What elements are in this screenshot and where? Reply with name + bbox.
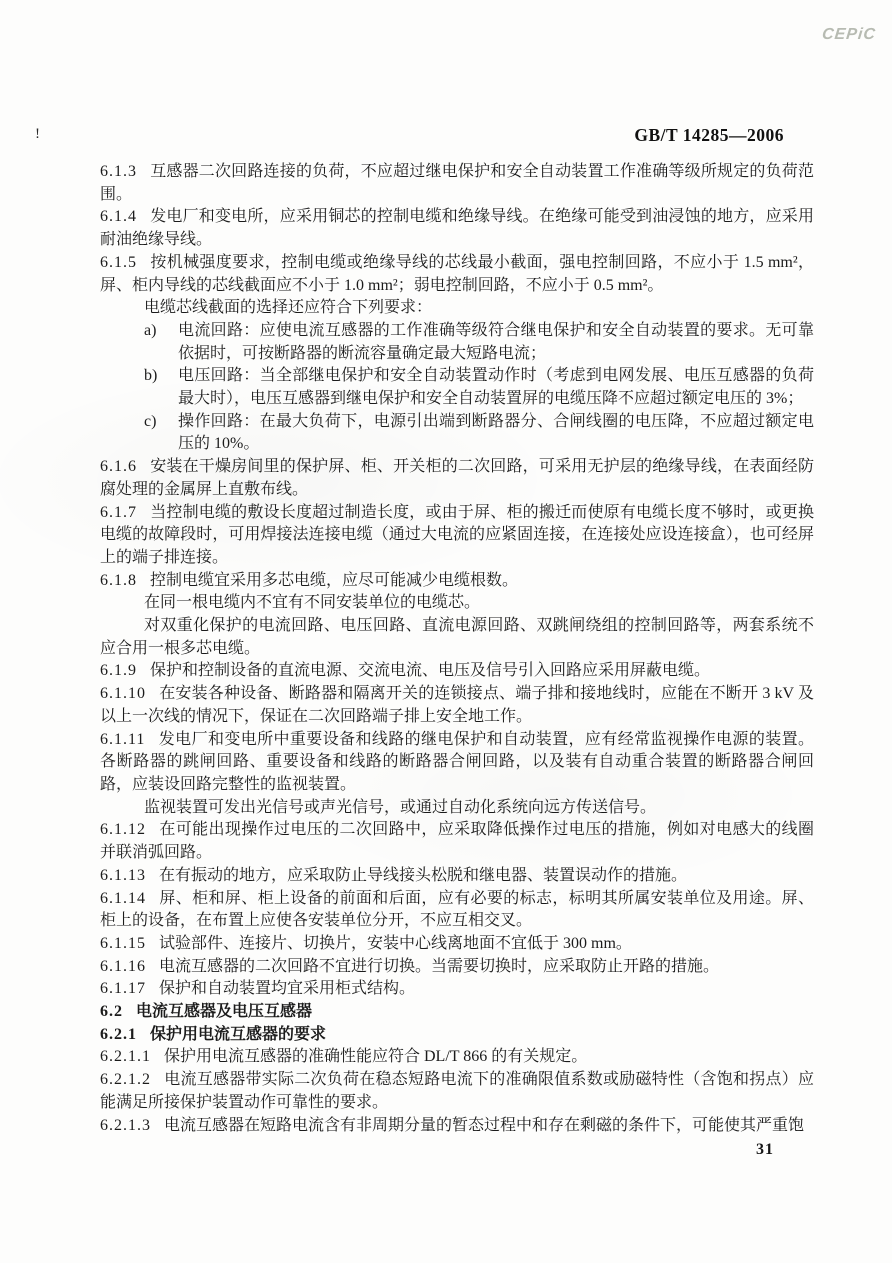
clause-text: 发电厂和变电所，应采用铜芯的控制电缆和绝缘导线。在绝缘可能受到油浸蚀的地方，应采用耐油绝缘导线。 (100, 208, 814, 249)
clause-paragraph (100, 933, 814, 956)
clause-paragraph (100, 206, 814, 251)
clause-number: 6.2 (100, 1003, 123, 1021)
clause-number: 6.1.14 (100, 889, 146, 907)
clause-paragraph (100, 252, 814, 297)
clause-paragraph (100, 660, 814, 683)
clause-number: 6.1.11 (100, 730, 146, 748)
clause-paragraph (100, 1046, 814, 1069)
body-paragraph: 对双重化保护的电流回路、电压回路、直流电源回路、双跳闸绕组的控制回路等，两套系统不应合用一根多芯电缆。 (100, 617, 814, 657)
list-item (100, 365, 814, 410)
clause-paragraph (100, 161, 814, 206)
list-item (100, 320, 814, 365)
clause-paragraph (100, 683, 814, 728)
section-heading (100, 1024, 814, 1047)
clause-number: 6.1.6 (100, 458, 137, 476)
clause-number: 6.1.10 (100, 685, 146, 703)
body-paragraph: 电缆芯线截面的选择还应符合下列要求： (144, 299, 433, 317)
list-item-text: 电流回路：应使电流互感器的工作准确等级符合继电保护和安全自动装置的要求。无可靠依据时，可按断路器的断流容量确定最大短路电流； (178, 321, 814, 362)
list-item-label: b) (144, 367, 158, 385)
cepic-watermark-logo: CEPiC (821, 26, 877, 43)
margin-scan-mark: ! (35, 126, 40, 142)
clause-text: 在可能出现操作过电压的二次回路中，应采取降低操作过电压的措施，例如对电感大的线圈并联消弧回路。 (100, 821, 814, 862)
body-paragraph: 在同一根电缆内不宜有不同安装单位的电缆芯。 (144, 594, 481, 612)
standard-code-header: GB/T 14285—2006 (634, 125, 784, 145)
list-item-label: c) (144, 412, 157, 430)
clause-text: 按机械强度要求，控制电缆或绝缘导线的芯线最小截面，强电控制回路，不应小于 1.5 mm²，屏、柜内导线的芯线截面应不小于 1.0 mm²；弱电控制回路，不应小于 0.5 mm²。 (100, 253, 814, 294)
list-item-text: 电压回路：当全部继电保护和安全自动装置动作时（考虑到电网发展、电压互感器的负荷最大时），电压互感器到继电保护和安全自动装置屏的电缆压降不应超过额定电压的 3%； (178, 367, 814, 408)
clause-text: 保护和控制设备的直流电源、交流电流、电压及信号引入回路应采用屏蔽电缆。 (150, 662, 711, 680)
clause-number: 6.1.4 (100, 208, 137, 226)
list-item (100, 411, 814, 456)
clause-number: 6.1.5 (100, 253, 137, 271)
heading-text: 保护用电流互感器的要求 (150, 1025, 327, 1043)
clause-text: 在有振动的地方，应采取防止导线接头松脱和继电器、装置误动作的措施。 (159, 866, 688, 884)
clause-paragraph (100, 729, 814, 797)
clause-text: 电流互感器的二次回路不宜进行切换。当需要切换时，应采取防止开路的措施。 (159, 957, 720, 975)
clause-number: 6.1.15 (100, 934, 146, 952)
clause-paragraph (100, 956, 814, 979)
clause-number: 6.1.3 (100, 163, 137, 180)
clause-text: 试验部件、连接片、切换片，安装中心线离地面不宜低于 300 mm。 (159, 934, 632, 952)
clause-text: 当控制电缆的敷设长度超过制造长度，或由于屏、柜的搬迁而使原有电缆长度不够时，或更换电缆的故障段时，可用焊接法连接电缆（通过大电流的应紧固连接，在连接处应设连接盒），也可经屏上的端子排连接。 (100, 503, 814, 566)
clause-paragraph (100, 819, 814, 864)
clause-number: 6.1.17 (100, 980, 146, 998)
clause-paragraph (100, 570, 814, 593)
document-body (100, 161, 814, 1137)
clause-number: 6.2.1 (100, 1025, 137, 1043)
section-heading (100, 1001, 814, 1024)
clause-paragraph (100, 1115, 814, 1138)
clause-number: 6.1.16 (100, 957, 146, 975)
heading-text: 电流互感器及电压互感器 (136, 1003, 313, 1021)
list-item-label: a) (144, 321, 157, 339)
clause-paragraph (100, 865, 814, 888)
body-paragraph: 监视装置可发出光信号或声光信号，或通过自动化系统向远方传送信号。 (144, 798, 657, 816)
clause-text: 电流互感器带实际二次负荷在稳态短路电流下的准确限值系数或励磁特性（含饱和拐点）应能满足所接保护装置动作可靠性的要求。 (100, 1071, 814, 1111)
clause-text: 发电厂和变电所中重要设备和线路的继电保护和自动装置，应有经常监视操作电源的装置。各断路器的跳闸回路、重要设备和线路的断路器合闸回路，以及装有自动重合装置的断路器合闸回路，应装设回路完整性的监视装置。 (100, 730, 814, 793)
clause-number: 6.2.1.3 (100, 1116, 151, 1134)
clause-number: 6.2.1.1 (100, 1048, 151, 1066)
clause-number: 6.1.13 (100, 866, 146, 884)
clause-number: 6.1.8 (100, 571, 137, 589)
clause-text: 在安装各种设备、断路器和隔离开关的连锁接点、端子排和接地线时，应能在不断开 3 kV 及以上一次线的情况下，保证在二次回路端子排上安全地工作。 (100, 685, 814, 725)
clause-text: 安装在干燥房间里的保护屏、柜、开关柜的二次回路，可采用无护层的绝缘导线，在表面经防腐处理的金属屏上直敷布线。 (100, 458, 814, 498)
clause-paragraph (100, 1069, 814, 1114)
clause-text: 电流互感器在短路电流含有非周期分量的暂态过程中和存在剩磁的条件下，可能使其严重饱 (164, 1116, 805, 1134)
clause-text: 屏、柜和屏、柜上设备的前面和后面，应有必要的标志，标明其所属安装单位及用途。屏、柜上的设备，在布置上应使各安装单位分开，不应互相交叉。 (100, 889, 814, 930)
list-item-text: 操作回路：在最大负荷下，电源引出端到断路器分、合闸线圈的电压降，不应超过额定电压的 10%。 (178, 412, 814, 453)
clause-text: 保护用电流互感器的准确性能应符合 DL/T 866 的有关规定。 (164, 1048, 588, 1066)
clause-text: 保护和自动装置均宜采用柜式结构。 (159, 980, 416, 998)
clause-paragraph (100, 502, 814, 570)
clause-paragraph (100, 456, 814, 501)
clause-number: 6.1.7 (100, 503, 137, 521)
clause-text: 互感器二次回路连接的负荷，不应超过继电保护和安全自动装置工作准确等级所规定的负荷范围。 (100, 163, 814, 203)
clause-number: 6.2.1.2 (100, 1071, 151, 1089)
clause-number: 6.1.9 (100, 662, 137, 680)
clause-text: 控制电缆宜采用多芯电缆，应尽可能减少电缆根数。 (150, 571, 519, 589)
clause-number: 6.1.12 (100, 821, 146, 839)
page-number: 31 (756, 1141, 774, 1158)
clause-paragraph (100, 888, 814, 933)
clause-paragraph (100, 978, 814, 1001)
